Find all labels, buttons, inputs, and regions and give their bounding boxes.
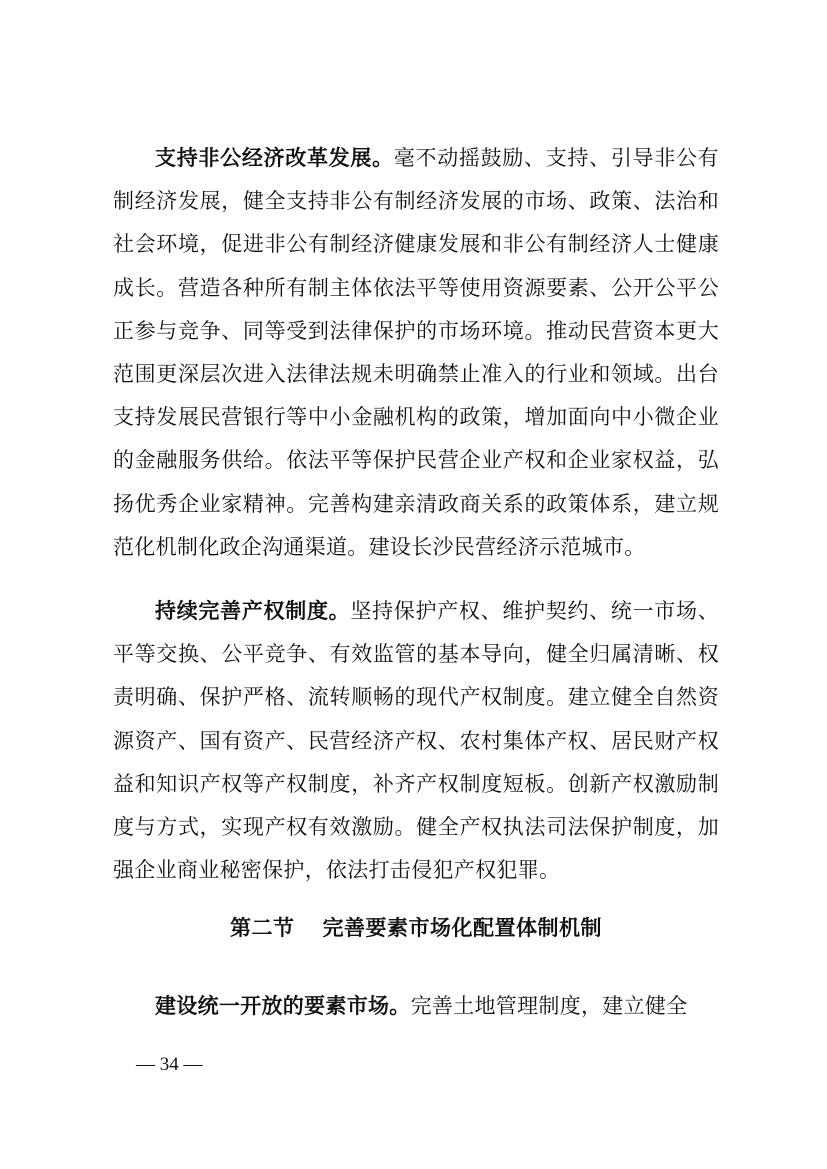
paragraph-lead-heading: 支持非公经济改革发展。 (155, 146, 394, 170)
section-title: 完善要素市场化配置体制机制 (322, 916, 602, 940)
section-number: 第二节 (230, 916, 295, 940)
paragraph-factor-market (113, 985, 719, 1028)
paragraph-body-text: 坚持保护产权、维护契约、统一市场、平等交换、公平竞争、有效监管的基本导向，健全归属清晰、权责明确、保护严格、流转顺畅的现代产权制度。建立健全自然资源资产、国有资产、民营经济产权、农村集体产权、居民财产权益和知识产权等产权制度，补齐产权制度短板。创新产权激励制度与方式，实现产权有效激励。健全产权执法司法保护制度，加强企业商业秘密保护，依法打击侵犯产权犯罪。 (113, 599, 719, 883)
paragraph-lead-heading: 持续完善产权制度。 (155, 599, 351, 623)
section-heading (113, 912, 719, 942)
paragraph-property-rights (113, 590, 719, 892)
paragraph-body-text: 毫不动摇鼓励、支持、引导非公有制经济发展，健全支持非公有制经济发展的市场、政策、法治和社会环境，促进非公有制经济健康发展和非公有制经济人士健康成长。营造各种所有制主体依法平等使用资源要素、公开公平公正参与竞争、同等受到法律保护的市场环境。推动民营资本更大范围更深层次进入法律法规未明确禁止准入的行业和领域。出台支持发展民营银行等中小金融机构的政策，增加面向中小微企业的金融服务供给。依法平等保护民营企业产权和企业家权益，弘扬优秀企业家精神。完善构建亲清政商关系的政策体系，建立规范化机制化政企沟通渠道。建设长沙民营经济示范城市。 (113, 146, 719, 559)
paragraph-lead-heading: 建设统一开放的要素市场。 (155, 994, 411, 1018)
page-number: — 34 — (136, 1054, 203, 1075)
paragraph-non-public-economy (113, 137, 719, 569)
paragraph-body-text: 完善土地管理制度，建立健全 (410, 994, 688, 1018)
